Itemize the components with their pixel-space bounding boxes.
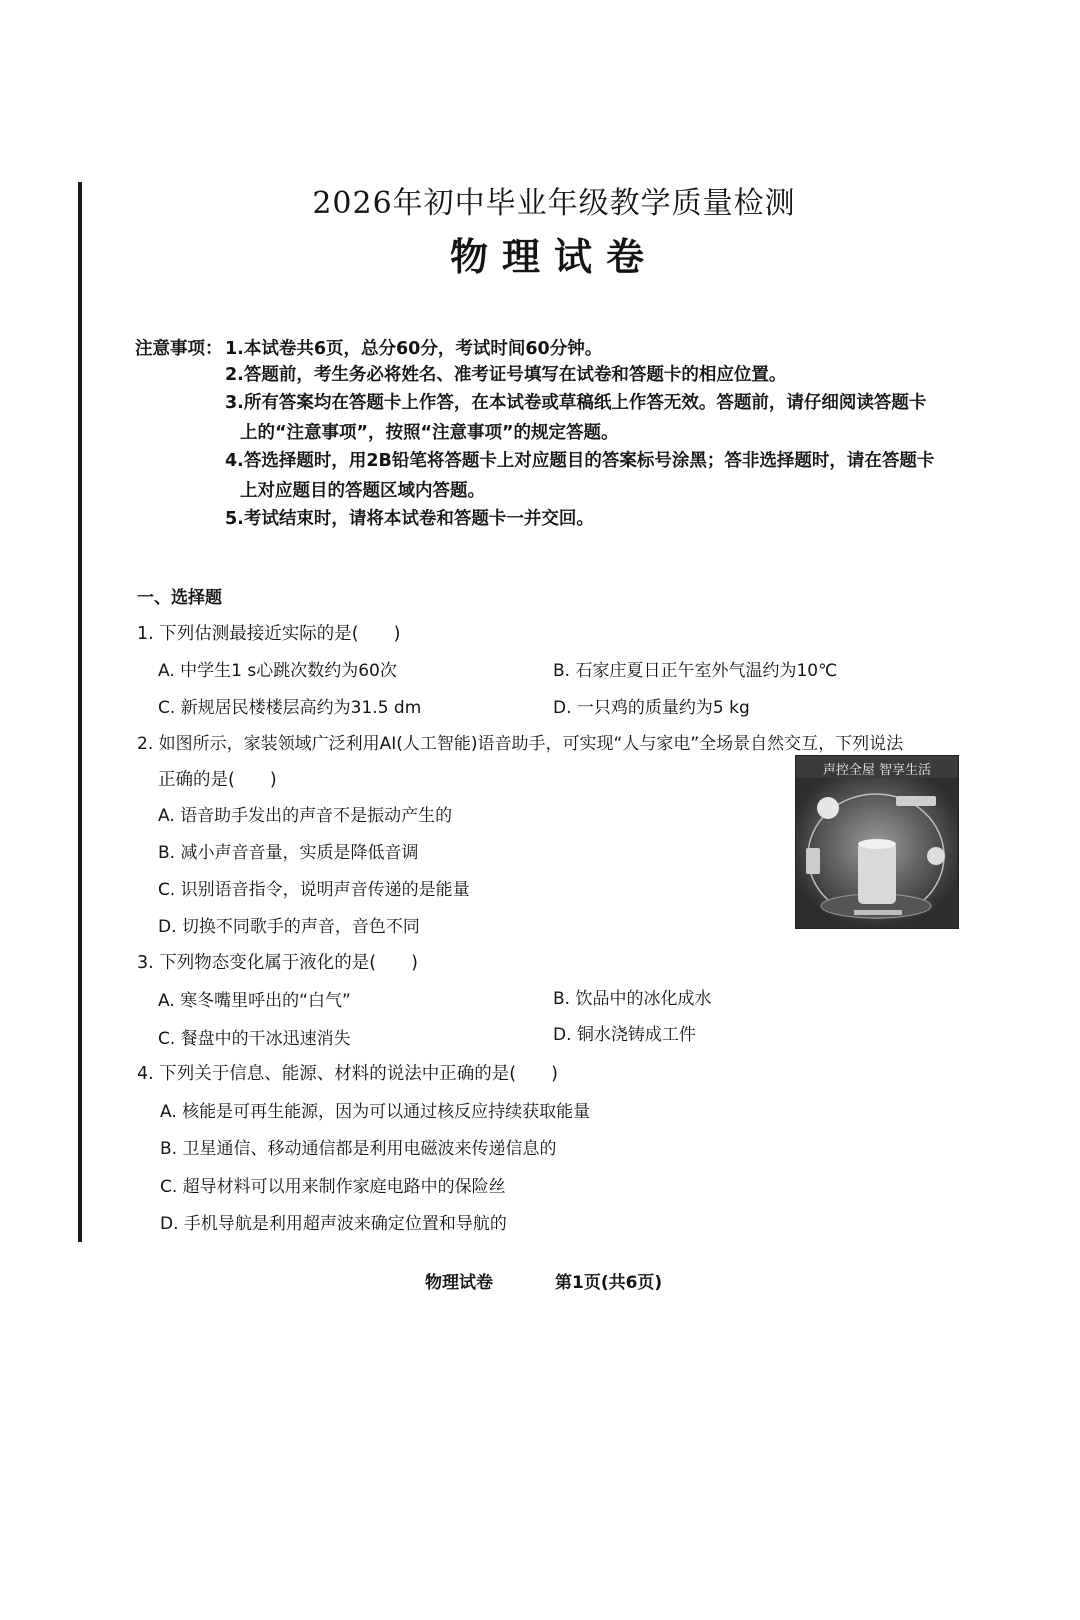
exam-subject: 物理试卷: [449, 234, 658, 279]
notice-item: 3.所有答案均在答题卡上作答，在本试卷或草稿纸上作答无效。答题前，请仔细阅读答题卡: [225, 393, 927, 413]
question-stem: 3. 下列物态变化属于液化的是( ): [137, 953, 418, 973]
notice-item: 2.答题前，考生务必将姓名、准考证号填写在试卷和答题卡的相应位置。: [225, 365, 787, 385]
question-stem: 正确的是( ): [158, 770, 277, 790]
option: A. 核能是可再生能源，因为可以通过核反应持续获取能量: [160, 1102, 591, 1122]
notice-item: 5.考试结束时，请将本试卷和答题卡一并交回。: [225, 509, 594, 529]
smart-speaker-illustration: [796, 756, 958, 928]
notice-item: 1.本试卷共6页，总分60分，考试时间60分钟。: [225, 339, 603, 359]
option: D. 一只鸡的质量约为5 kg: [553, 698, 750, 718]
notice-item: 上的“注意事项”，按照“注意事项”的规定答题。: [240, 423, 619, 443]
footer-subject: 物理试卷: [425, 1273, 493, 1293]
option: D. 铜水浇铸成工件: [553, 1025, 696, 1045]
question-stem: 4. 下列关于信息、能源、材料的说法中正确的是( ): [137, 1064, 558, 1084]
photo-caption: 声控全屋 智享生活: [822, 763, 932, 778]
option: C. 餐盘中的干冰迅速消失: [158, 1029, 351, 1049]
notice-label: 注意事项：: [135, 339, 223, 359]
footer-page-number: 第1页(共6页): [555, 1273, 663, 1293]
option: A. 中学生1 s心跳次数约为60次: [158, 661, 397, 681]
binding-margin-line: [78, 182, 82, 1242]
option: B. 卫星通信、移动通信都是利用电磁波来传递信息的: [160, 1139, 557, 1159]
option: D. 手机导航是利用超声波来确定位置和导航的: [160, 1214, 507, 1234]
notice-item: 上对应题目的答题区域内答题。: [240, 481, 485, 501]
option: B. 石家庄夏日正午室外气温约为10℃: [553, 661, 838, 681]
smart-home-photo: [795, 755, 959, 929]
question-stem: 2. 如图所示，家装领域广泛利用AI(人工智能)语音助手，可实现“人与家电”全场景自然交互，下列说法: [137, 734, 904, 754]
option: A. 语音助手发出的声音不是振动产生的: [158, 806, 453, 826]
option: A. 寒冬嘴里呼出的“白气”: [158, 991, 351, 1011]
question-stem: 1. 下列估测最接近实际的是( ): [137, 624, 401, 644]
option: B. 饮品中的冰化成水: [553, 989, 712, 1009]
option: D. 切换不同歌手的声音，音色不同: [158, 917, 420, 937]
section-title: 一、选择题: [137, 588, 222, 608]
notice-item: 4.答选择题时，用2B铅笔将答题卡上对应题目的答案标号涂黑；答非选择题时，请在答题卡: [225, 451, 935, 471]
option: C. 识别语音指令，说明声音传递的是能量: [158, 880, 470, 900]
exam-title: 2026年初中毕业年级教学质量检测: [312, 186, 796, 221]
option: C. 超导材料可以用来制作家庭电路中的保险丝: [160, 1177, 506, 1197]
option: C. 新规居民楼楼层高约为31.5 dm: [158, 698, 422, 718]
option: B. 减小声音音量，实质是降低音调: [158, 843, 419, 863]
